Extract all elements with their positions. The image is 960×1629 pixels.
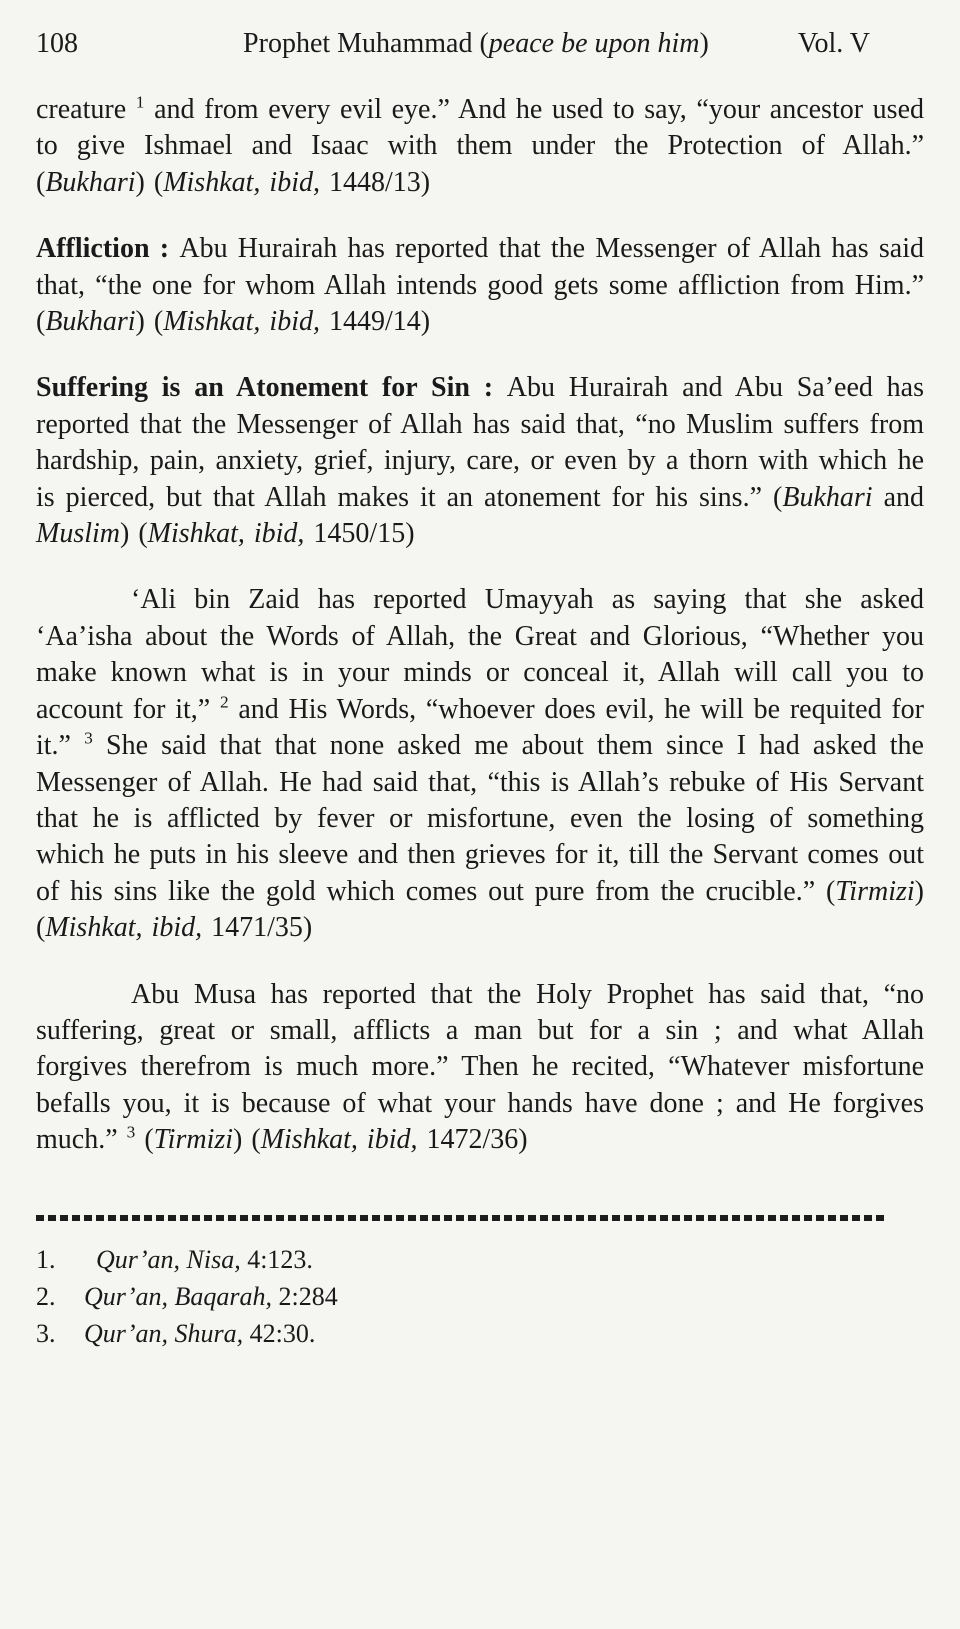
paragraph [36, 370, 924, 552]
text-run: ) [699, 28, 709, 59]
text-run: creature [36, 94, 136, 125]
text-run: Qur’an, Baqarah, [84, 1281, 273, 1311]
text-run: Muslim [36, 518, 120, 550]
text-run: She said that that none asked me about them since I had asked the Messenger of Allah. He had said that, “this is Allah’s rebuke of His Servant that he is afflicted by fever or misfortune, even the losing of something which he puts in his sleeve and then grieves for it, till the Servant comes out of his sins like the gold which comes out pure from the crucible.” ( [36, 730, 924, 907]
footnote-number: 1. [36, 1244, 56, 1274]
section-heading: Suffering is an Atonement for Sin : [36, 372, 507, 404]
text-run: Mishkat, ibid, [260, 1124, 418, 1156]
page-number: 108 [36, 28, 78, 59]
text-run: Bukhari [45, 306, 136, 338]
text-run: Tirmizi [153, 1124, 234, 1156]
text-run: Qur’an, Shura, [84, 1318, 244, 1348]
text-run: 1471/35) [202, 912, 313, 944]
text-run: Bukhari [782, 481, 873, 513]
text-run: Abu Hurairah has reported that the Messenger of Allah has said that, “the one for whom Allah intends good gets some affliction from Him.” ( [36, 233, 924, 338]
footnote-item [36, 1315, 924, 1352]
footnote-text [84, 1315, 924, 1352]
text-run: Mishkat, ibid, [45, 912, 203, 944]
text-run: 1472/36) [417, 1124, 528, 1156]
text-run: ) ( [135, 306, 164, 338]
paragraph [36, 977, 924, 1159]
paragraph [36, 582, 924, 946]
paragraph [36, 92, 924, 201]
footnote-number: 3. [36, 1318, 56, 1348]
text-run: and from every evil eye.” And he used to say, “your ancestor used to give Ishmael and Isaac with them under the Protection of Allah.” ( [36, 94, 924, 198]
text-run: Bukhari [45, 166, 136, 198]
running-head [36, 26, 924, 62]
text-run: 4:123. [240, 1244, 313, 1274]
page-body [36, 92, 924, 1159]
text-run: ) ( [36, 875, 924, 944]
footnote-number: 2. [36, 1281, 56, 1311]
paragraph [36, 231, 924, 340]
text-run: Abu Musa has reported that the Holy Prophet has said that, “no suffering, great or small, afflicts a man but for a sin ; and what Allah forgives therefrom is much more.” Then he recited, “Whatever misfortune befalls you, it is because of what your hands have done ; and He forgives much.” [36, 978, 924, 1156]
volume-label: Vol. V [797, 28, 870, 59]
text-run: Qur’an, Nisa, [96, 1244, 241, 1274]
text-run: ) ( [233, 1124, 261, 1156]
text-run: Abu Hurairah and Abu Sa’eed has reported that the Messenger of Allah has said that, “no Muslim suffers from hardship, pain, anxiety, grief, injury, care, or even by a thorn with which he is pierced, but that Allah makes it an atonement for his sins.” ( [36, 372, 924, 513]
text-run: ) ( [135, 166, 164, 198]
text-run: Mishkat, ibid, [147, 518, 305, 550]
footnotes-list [36, 1241, 924, 1352]
text-run: and His Words, “whoever does evil, he will be requited for it.” [36, 693, 924, 762]
text-run: ‘Ali bin Zaid has reported Umayyah as saying that she asked ‘Aa’isha about the Words of Allah, the Great and Glorious, “Whether you make known what is in your minds or conceal it, Allah will call you to account for it,” [36, 584, 924, 725]
footnote-ref: 3 [126, 1122, 136, 1142]
section-heading: Affliction : [36, 233, 180, 265]
text-run: Tirmizi [835, 875, 915, 907]
text-run: Mishkat, ibid, [163, 166, 320, 198]
text-run: 42:30. [243, 1318, 316, 1348]
text-run: 2:284 [272, 1281, 338, 1311]
footnote-item [36, 1241, 924, 1278]
footnote-text [84, 1278, 924, 1315]
text-run: 1450/15) [304, 518, 415, 550]
text-run: Prophet Muhammad ( [243, 28, 489, 59]
footnote-ref: 1 [135, 92, 145, 112]
footnote-text [84, 1241, 924, 1278]
footnote-item [36, 1278, 924, 1315]
text-run: peace be upon him [488, 28, 700, 59]
text-run: ( [135, 1124, 154, 1156]
text-run: 1448/13) [319, 166, 431, 198]
footnote-ref: 2 [219, 692, 229, 712]
text-run: Mishkat, ibid, [163, 306, 320, 338]
text-run: 1449/14) [319, 306, 431, 338]
footnote-separator [36, 1215, 885, 1221]
page-title [154, 26, 798, 62]
text-run: and [872, 481, 924, 513]
footnote-ref: 3 [84, 728, 93, 748]
text-run: ) ( [120, 518, 148, 550]
